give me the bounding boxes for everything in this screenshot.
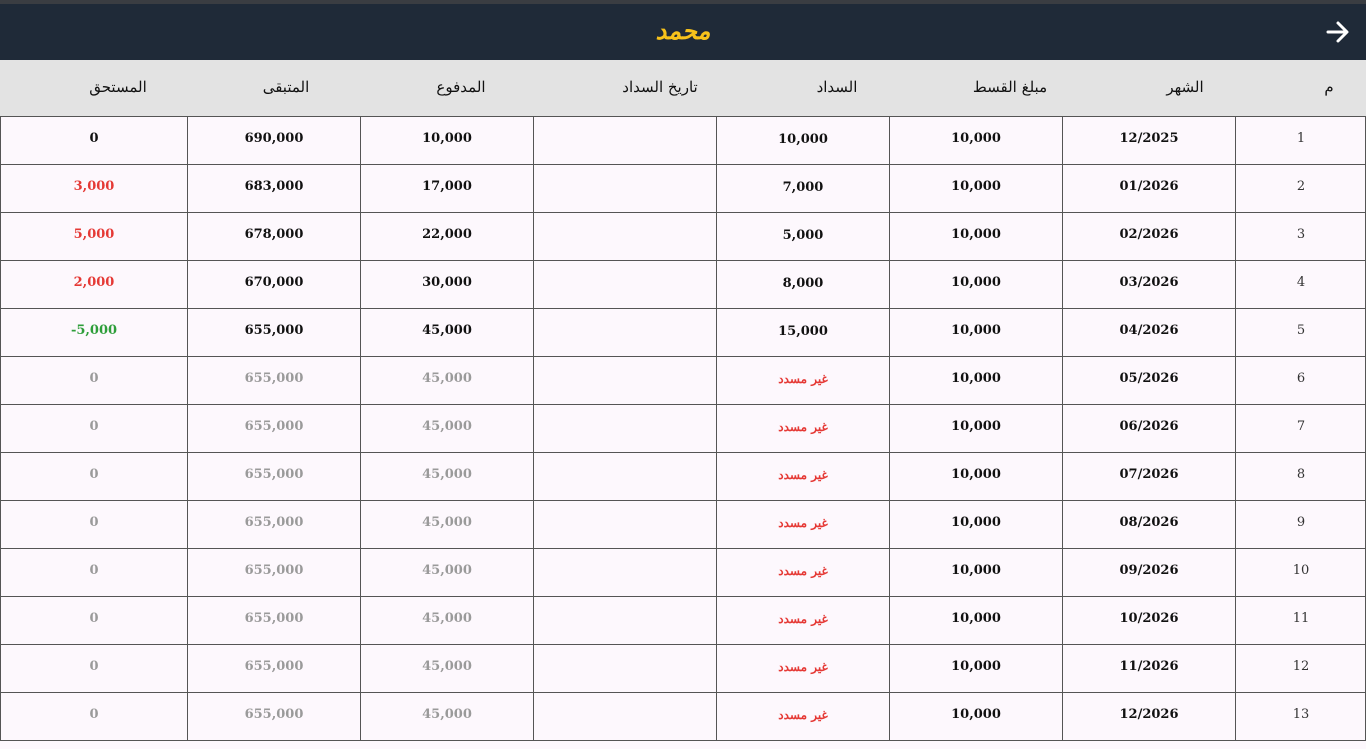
cell-month: 07/2026 <box>1062 453 1235 500</box>
cell-month: 12/2026 <box>1062 693 1235 740</box>
table-row[interactable] <box>0 308 1366 356</box>
cell-paid: 30,000 <box>360 261 533 308</box>
table-row[interactable] <box>0 356 1366 404</box>
cell-payment: غير مسدد <box>716 501 889 548</box>
cell-paid: 45,000 <box>360 309 533 356</box>
header-installment: مبلغ القسط <box>972 78 1048 96</box>
cell-payment-date <box>533 261 716 308</box>
header-payment-date: تاريخ السداد <box>622 78 698 96</box>
cell-due: 5,000 <box>0 213 187 260</box>
cell-index: 4 <box>1235 261 1366 308</box>
cell-index: 3 <box>1235 213 1366 260</box>
cell-payment: 7,000 <box>716 165 889 212</box>
cell-payment: غير مسدد <box>716 597 889 644</box>
cell-index: 11 <box>1235 597 1366 644</box>
cell-remaining: 655,000 <box>187 597 360 644</box>
cell-remaining: 655,000 <box>187 405 360 452</box>
cell-remaining: 655,000 <box>187 357 360 404</box>
cell-index: 9 <box>1235 501 1366 548</box>
cell-installment: 10,000 <box>889 213 1062 260</box>
cell-month: 05/2026 <box>1062 357 1235 404</box>
cell-paid: 45,000 <box>360 597 533 644</box>
cell-payment: غير مسدد <box>716 357 889 404</box>
cell-payment: غير مسدد <box>716 453 889 500</box>
cell-payment: غير مسدد <box>716 405 889 452</box>
cell-paid: 45,000 <box>360 501 533 548</box>
table-row[interactable] <box>0 116 1366 164</box>
arrow-right-icon <box>1324 18 1352 46</box>
cell-installment: 10,000 <box>889 405 1062 452</box>
cell-payment: 5,000 <box>716 213 889 260</box>
cell-payment-date <box>533 501 716 548</box>
table-row[interactable] <box>0 500 1366 548</box>
cell-remaining: 683,000 <box>187 165 360 212</box>
cell-paid: 45,000 <box>360 549 533 596</box>
cell-installment: 10,000 <box>889 165 1062 212</box>
back-button[interactable] <box>1324 18 1352 46</box>
cell-month: 11/2026 <box>1062 645 1235 692</box>
page-title: محمد <box>655 16 711 45</box>
cell-paid: 45,000 <box>360 693 533 740</box>
cell-installment: 10,000 <box>889 597 1062 644</box>
cell-index: 12 <box>1235 645 1366 692</box>
cell-paid: 45,000 <box>360 357 533 404</box>
cell-month: 04/2026 <box>1062 309 1235 356</box>
cell-index: 8 <box>1235 453 1366 500</box>
cell-month: 10/2026 <box>1062 597 1235 644</box>
title-bar <box>0 4 1366 60</box>
cell-due: -5,000 <box>0 309 187 356</box>
table-row[interactable] <box>0 404 1366 452</box>
cell-paid: 17,000 <box>360 165 533 212</box>
cell-remaining: 655,000 <box>187 501 360 548</box>
cell-installment: 10,000 <box>889 645 1062 692</box>
cell-remaining: 670,000 <box>187 261 360 308</box>
cell-payment-date <box>533 597 716 644</box>
cell-payment: غير مسدد <box>716 693 889 740</box>
cell-remaining: 655,000 <box>187 309 360 356</box>
cell-payment: 15,000 <box>716 309 889 356</box>
cell-due: 0 <box>0 645 187 692</box>
cell-remaining: 678,000 <box>187 213 360 260</box>
cell-due: 0 <box>0 117 187 164</box>
cell-installment: 10,000 <box>889 309 1062 356</box>
cell-due: 0 <box>0 549 187 596</box>
cell-month: 09/2026 <box>1062 549 1235 596</box>
cell-month: 01/2026 <box>1062 165 1235 212</box>
header-due: المستحق <box>89 78 147 96</box>
cell-due: 0 <box>0 405 187 452</box>
cell-index: 13 <box>1235 693 1366 740</box>
cell-due: 0 <box>0 693 187 740</box>
cell-month: 03/2026 <box>1062 261 1235 308</box>
cell-payment: غير مسدد <box>716 645 889 692</box>
cell-payment-date <box>533 165 716 212</box>
table-row[interactable] <box>0 548 1366 596</box>
cell-month: 08/2026 <box>1062 501 1235 548</box>
cell-due: 0 <box>0 357 187 404</box>
cell-due: 2,000 <box>0 261 187 308</box>
cell-installment: 10,000 <box>889 117 1062 164</box>
cell-payment-date <box>533 213 716 260</box>
header-month: الشهر <box>1166 78 1204 96</box>
table-row[interactable] <box>0 692 1366 740</box>
cell-remaining: 690,000 <box>187 117 360 164</box>
cell-index: 7 <box>1235 405 1366 452</box>
cell-payment-date <box>533 645 716 692</box>
header-index: م <box>1324 78 1334 96</box>
cell-paid: 45,000 <box>360 645 533 692</box>
cell-due: 3,000 <box>0 165 187 212</box>
cell-installment: 10,000 <box>889 501 1062 548</box>
header-paid: المدفوع <box>436 78 486 96</box>
table-row[interactable] <box>0 212 1366 260</box>
cell-payment-date <box>533 357 716 404</box>
cell-payment-date <box>533 549 716 596</box>
cell-index: 10 <box>1235 549 1366 596</box>
cell-remaining: 655,000 <box>187 453 360 500</box>
table-row[interactable] <box>0 260 1366 308</box>
cell-remaining: 655,000 <box>187 693 360 740</box>
cell-payment: غير مسدد <box>716 549 889 596</box>
cell-installment: 10,000 <box>889 453 1062 500</box>
cell-index: 5 <box>1235 309 1366 356</box>
cell-paid: 22,000 <box>360 213 533 260</box>
cell-payment-date <box>533 117 716 164</box>
cell-paid: 45,000 <box>360 453 533 500</box>
cell-installment: 10,000 <box>889 693 1062 740</box>
cell-due: 0 <box>0 597 187 644</box>
cell-payment: 8,000 <box>716 261 889 308</box>
table-row[interactable] <box>0 644 1366 692</box>
cell-paid: 10,000 <box>360 117 533 164</box>
cell-installment: 10,000 <box>889 261 1062 308</box>
cell-due: 0 <box>0 453 187 500</box>
cell-paid: 45,000 <box>360 405 533 452</box>
table-row[interactable] <box>0 164 1366 212</box>
cell-month: 06/2026 <box>1062 405 1235 452</box>
cell-payment-date <box>533 693 716 740</box>
cell-payment-date <box>533 309 716 356</box>
table-header <box>0 60 1366 116</box>
cell-index: 6 <box>1235 357 1366 404</box>
cell-installment: 10,000 <box>889 549 1062 596</box>
header-remaining: المتبقى <box>262 78 310 96</box>
cell-payment: 10,000 <box>716 117 889 164</box>
table-row[interactable] <box>0 596 1366 644</box>
cell-remaining: 655,000 <box>187 549 360 596</box>
table-bottom-border <box>0 740 1366 741</box>
cell-index: 1 <box>1235 117 1366 164</box>
cell-payment-date <box>533 405 716 452</box>
cell-payment-date <box>533 453 716 500</box>
cell-month: 02/2026 <box>1062 213 1235 260</box>
table-row[interactable] <box>0 452 1366 500</box>
cell-index: 2 <box>1235 165 1366 212</box>
header-payment: السداد <box>816 78 858 96</box>
cell-month: 12/2025 <box>1062 117 1235 164</box>
cell-installment: 10,000 <box>889 357 1062 404</box>
cell-due: 0 <box>0 501 187 548</box>
cell-remaining: 655,000 <box>187 645 360 692</box>
